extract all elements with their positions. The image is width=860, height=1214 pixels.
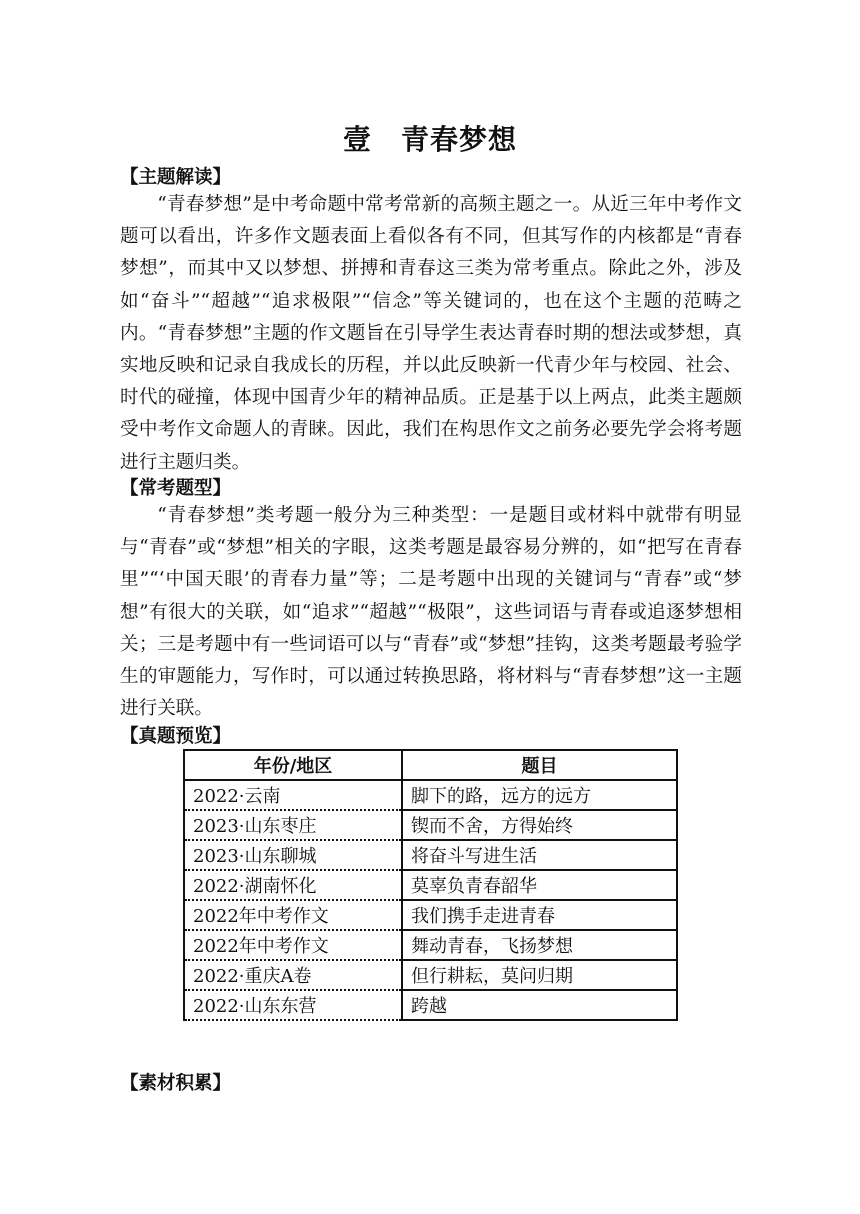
cell-topic: 我们携手走进青春 (402, 900, 677, 930)
cell-topic: 脚下的路，远方的远方 (402, 780, 677, 810)
cell-region: 2022·山东东营 (184, 990, 402, 1020)
column-header-region: 年份/地区 (184, 750, 402, 780)
cell-topic: 跨越 (402, 990, 677, 1020)
section-heading-preview: 【真题预览】 (120, 726, 232, 747)
cell-topic: 莫辜负青春韶华 (402, 870, 677, 900)
table-row (184, 960, 677, 990)
cell-region: 2022年中考作文 (184, 930, 402, 960)
exam-preview-table (183, 749, 678, 1021)
section-heading-theme: 【主题解读】 (120, 167, 232, 188)
cell-region: 2022年中考作文 (184, 900, 402, 930)
cell-region: 2023·山东枣庄 (184, 810, 402, 840)
cell-region: 2022·重庆A卷 (184, 960, 402, 990)
table-row (184, 900, 677, 930)
cell-region: 2023·山东聊城 (184, 840, 402, 870)
cell-region: 2022·湖南怀化 (184, 870, 402, 900)
table-header-row (184, 750, 677, 780)
table-row (184, 810, 677, 840)
section-heading-materials: 【素材积累】 (120, 1073, 232, 1094)
cell-topic: 锲而不舍，方得始终 (402, 810, 677, 840)
column-header-topic: 题目 (402, 750, 677, 780)
cell-topic: 将奋斗写进生活 (402, 840, 677, 870)
table-row (184, 840, 677, 870)
cell-topic: 但行耕耘，莫问归期 (402, 960, 677, 990)
table-row (184, 780, 677, 810)
table-row (184, 930, 677, 960)
theme-paragraph: “青春梦想”是中考命题中常考常新的高频主题之一。从近三年中考作文题可以看出，许多作文题表面上看似各有不同，但其写作的内核都是“青春梦想”，而其中又以梦想、拼搏和青春这三类为常考重点。除此之外，涉及如“奋斗”“超越”“追求极限”“信念”等关键词的，也在这个主题的范畴之内。“青春梦想”主题的作文题旨在引导学生表达青春时期的想法或梦想，真实地反映和记录自我成长的历程，并以此反映新一代青少年与校园、社会、时代的碰撞，体现中国青少年的精神品质。正是基于以上两点，此类主题颇受中考作文命题人的青睐。因此，我们在构思作文之前务必要先学会将考题进行主题归类。 (120, 194, 742, 473)
section-heading-types: 【常考题型】 (120, 478, 232, 499)
types-paragraph: “青春梦想”类考题一般分为三种类型：一是题目或材料中就带有明显与“青春”或“梦想”相关的字眼，这类考题是最容易分辨的，如“把写在青春里”“‘中国天眼’的青春力量”等；二是考题中出现的关键词与“青春”或“梦想”有很大的关联，如“追求”“超越”“极限”，这些词语与青春或追逐梦想相关；三是考题中有一些词语可以与“青春”或“梦想”挂钩，这类考题最考验学生的审题能力，写作时，可以通过转换思路，将材料与“青春梦想”这一主题进行关联。 (120, 505, 742, 720)
table-row (184, 990, 677, 1020)
cell-topic: 舞动青春，飞扬梦想 (402, 930, 677, 960)
table-row (184, 870, 677, 900)
cell-region: 2022·云南 (184, 780, 402, 810)
page-title: 壹 青春梦想 (342, 123, 517, 156)
